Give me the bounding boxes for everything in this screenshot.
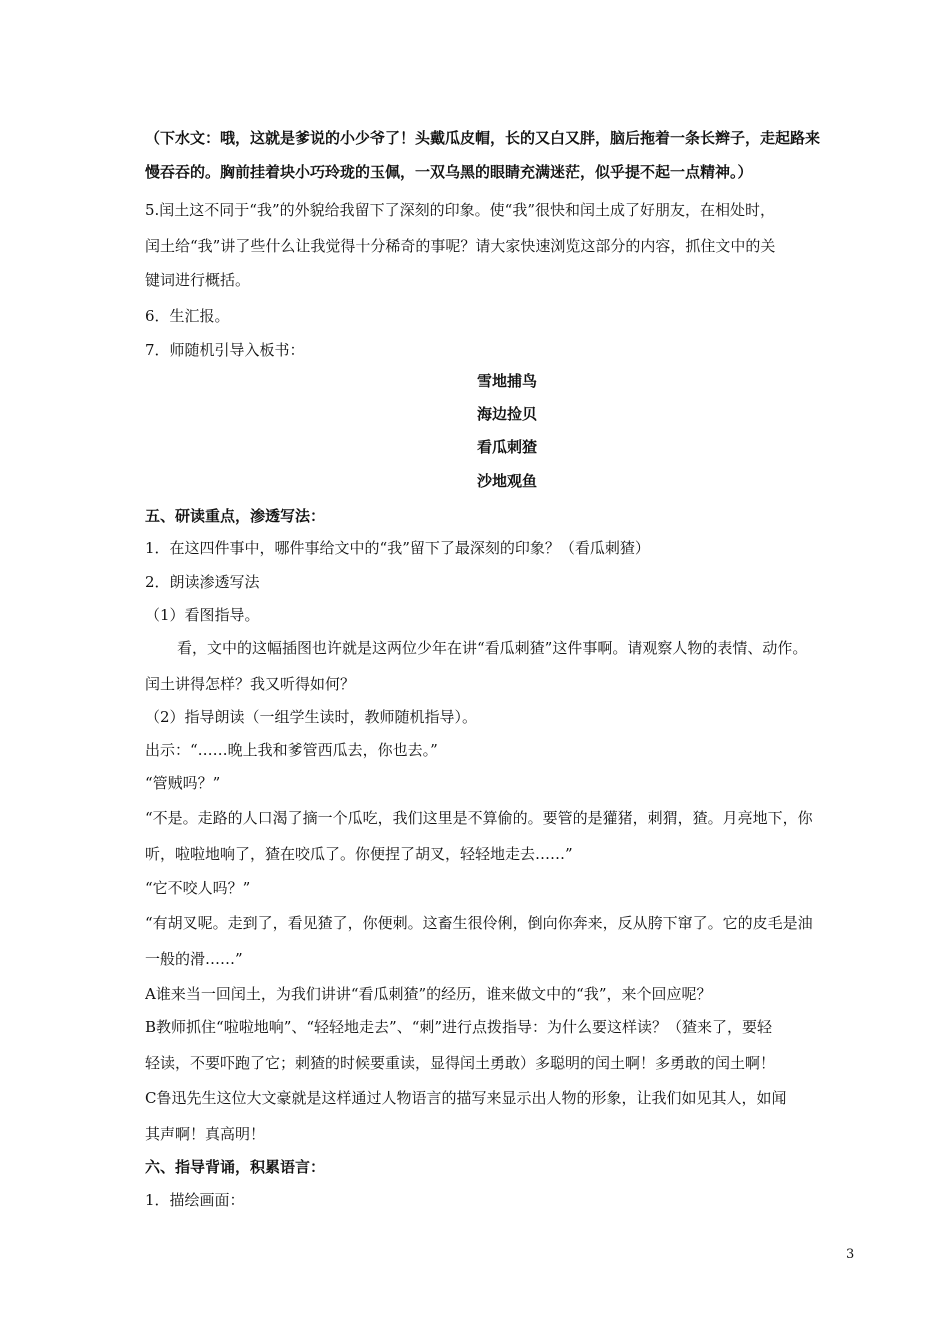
- text-line: A谁来当一回闰土，为我们讲讲“看瓜刺猹”的经历，谁来做文中的“我”，来个回应呢？: [145, 985, 712, 1003]
- text-line: 轻读，不要吓跑了它；刺猹的时候要重读，显得闰土勇敢）多聪明的闰土啊！多勇敢的闰土啊！: [145, 1054, 776, 1072]
- text-line: （1）看图指导。: [145, 606, 260, 624]
- text-line: 出示：“……晚上我和爹管西瓜去，你也去。”: [145, 741, 438, 759]
- text-line: 5.闰土这不同于“我”的外貌给我留下了深刻的印象。使“我”很快和闰土成了好朋友，在相处时，: [145, 201, 775, 219]
- board-item: 雪地捕鸟: [476, 372, 537, 390]
- text-line: （2）指导朗读（一组学生读时，教师随机指导）。: [145, 708, 478, 726]
- text-line: “管贼吗？”: [145, 774, 221, 792]
- text-line: C鲁迅先生这位大文豪就是这样通过人物语言的描写来显示出人物的形象，让我们如见其人，如闻: [145, 1089, 787, 1107]
- text-line: B教师抓住“啦啦地响”、“轻轻地走去”、“刺”进行点拨指导：为什么要这样读？（猹来了，要轻: [145, 1018, 773, 1036]
- text-line: 一般的滑……”: [145, 950, 243, 968]
- text-line: 键词进行概括。: [145, 271, 251, 289]
- text-line: 看，文中的这幅插图也许就是这两位少年在讲“看瓜刺猹”这件事啊。请观察人物的表情、动作。: [177, 639, 808, 657]
- board-item: 海边捡贝: [476, 405, 537, 423]
- section-heading: 六、指导背诵，积累语言：: [145, 1158, 326, 1176]
- text-line: 听，啦啦地响了，猹在咬瓜了。你便捏了胡叉，轻轻地走去……”: [145, 845, 573, 863]
- text-line: 2．朗读渗透写法: [145, 573, 260, 591]
- text-line: 6．生汇报。: [145, 307, 230, 325]
- page-number: 3: [846, 1247, 855, 1262]
- board-item: 沙地观鱼: [476, 472, 537, 490]
- text-line: （下水文：哦，这就是爹说的小少爷了！头戴瓜皮帽，长的又白又胖，脑后拖着一条长辫子，走起路来: [145, 129, 821, 147]
- board-item: 看瓜刺猹: [476, 438, 537, 456]
- text-line: 1．描绘画面：: [145, 1191, 245, 1209]
- text-line: 其声啊！真高明！: [145, 1125, 266, 1143]
- text-line: “它不咬人吗？”: [145, 879, 251, 897]
- text-line: 慢吞吞的。胸前挂着块小巧玲珑的玉佩，一双乌黑的眼睛充满迷茫，似乎提不起一点精神。）: [145, 163, 753, 181]
- text-line: 1．在这四件事中，哪件事给文中的“我”留下了最深刻的印象？（看瓜刺猹）: [145, 539, 650, 557]
- text-line: “不是。走路的人口渴了摘一个瓜吃，我们这里是不算偷的。要管的是獾猪，刺猬，猹。月亮地下，你: [145, 809, 813, 827]
- text-line: 闰土给“我”讲了些什么让我觉得十分稀奇的事呢？请大家快速浏览这部分的内容，抓住文中的关: [145, 237, 776, 255]
- text-line: 闰土讲得怎样？我又听得如何？: [145, 675, 356, 693]
- section-heading: 五、研读重点，渗透写法：: [145, 507, 326, 525]
- text-line: 7．师随机引导入板书：: [145, 341, 305, 359]
- text-line: “有胡叉呢。走到了，看见猹了，你便刺。这畜生很伶俐，倒向你奔来，反从胯下窜了。它的皮毛是油: [145, 914, 813, 932]
